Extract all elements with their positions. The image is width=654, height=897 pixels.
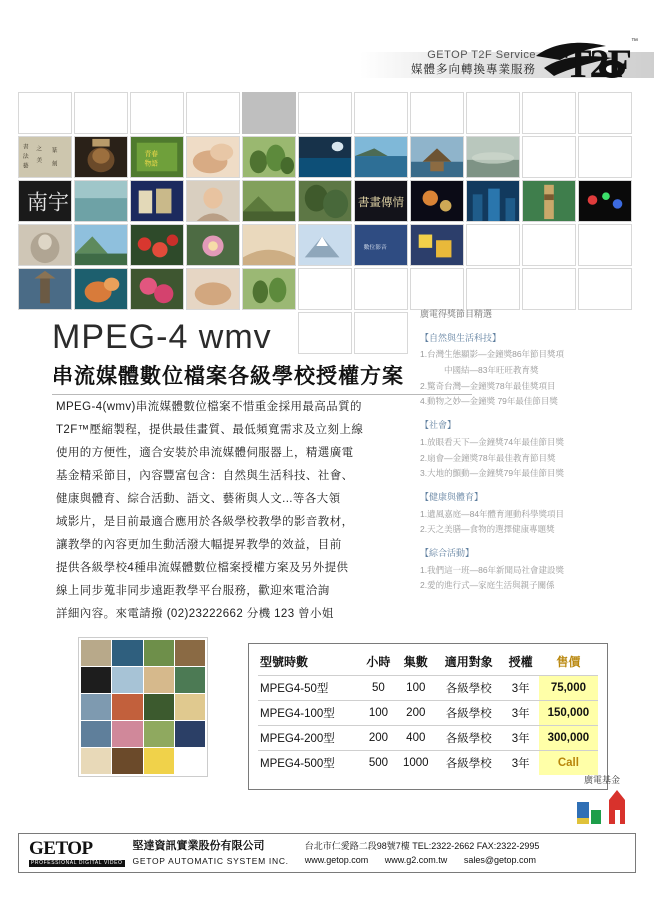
cell-episodes: 100 xyxy=(397,676,435,701)
body-line: MPEG-4(wmv)串流媒體數位檔案不惜重金採用最高品質的 xyxy=(56,401,362,413)
thumbnail-mosaic xyxy=(78,637,208,777)
sponsor-block xyxy=(574,773,630,831)
awards-item: 1.我們這一班—86年新聞局社會建設獎 xyxy=(420,564,565,575)
contact-web2[interactable]: www.g2.com.tw xyxy=(384,855,448,865)
awards-item: 2.扇會—金鐘獎78年最佳教育節目獎 xyxy=(420,452,556,463)
thumbnail-row xyxy=(18,180,638,222)
cell-model: MPEG4-200型 xyxy=(258,726,360,751)
thumbnail-cell xyxy=(354,92,408,134)
thumbnail-row xyxy=(18,268,638,310)
mosaic-tile xyxy=(175,748,205,774)
calligraphy-thumb-icon xyxy=(19,137,71,177)
cell-price: 150,000 xyxy=(539,701,598,726)
sea-thumb-icon xyxy=(299,137,351,177)
thumbnail-cell xyxy=(18,224,72,266)
mosaic-tile xyxy=(144,694,174,720)
cell-hours: 50 xyxy=(360,676,396,701)
awards-category: 【社會】 xyxy=(420,420,457,431)
thumbnail-cell xyxy=(354,136,408,178)
thumbnail-cell xyxy=(74,92,128,134)
coast-thumb-icon xyxy=(355,137,407,177)
thumbnail-cell xyxy=(74,268,128,310)
body-line: 域影片，是目前最適合應用於各級學校教學的影音教材， xyxy=(56,516,354,528)
t2f-wordmark: T2F xyxy=(564,41,630,86)
thumbnail-cell xyxy=(578,180,632,222)
ink-character-thumb-icon xyxy=(19,181,71,221)
awards-category: 【健康與體育】 xyxy=(420,491,484,502)
svg-text:青春: 青春 xyxy=(144,151,158,159)
misty-lake-thumb-icon xyxy=(467,137,519,177)
cactus-field-thumb-icon xyxy=(243,269,295,309)
company-name-en: GETOP AUTOMATIC SYSTEM INC. xyxy=(132,855,289,866)
thumbnail-cell xyxy=(298,268,352,310)
awards-list xyxy=(420,306,635,594)
cell-license: 3年 xyxy=(502,676,538,701)
col-model: 型號時數 xyxy=(260,655,309,669)
thumbnail-cell xyxy=(466,92,520,134)
company-name-cn: 堅達資訊實業股份有限公司 xyxy=(132,840,265,853)
page-header xyxy=(0,0,654,92)
hands-closeup-thumb-icon xyxy=(187,269,239,309)
awards-item: 1.台灣生態顯影—金鐘獎86年節目獎項 xyxy=(420,349,565,360)
thumbnail-cell xyxy=(522,268,576,310)
pricing-table xyxy=(258,651,598,775)
thumbnail-cell xyxy=(242,180,296,222)
hands-thumb-icon xyxy=(187,137,239,177)
cell-price: 300,000 xyxy=(539,726,598,751)
sand-dune-thumb-icon xyxy=(243,225,295,265)
thumbnail-cell xyxy=(186,136,240,178)
svg-text:篆: 篆 xyxy=(51,148,58,155)
svg-text:美: 美 xyxy=(36,157,43,164)
cell-license: 3年 xyxy=(502,701,538,726)
thumbnail-cell xyxy=(410,92,464,134)
thumbnail-cell xyxy=(130,136,184,178)
thumbnail-cell xyxy=(578,224,632,266)
page-subtitle: 串流媒體數位檔案各級學校授權方案 xyxy=(52,364,404,388)
contact-web1[interactable]: www.getop.com xyxy=(304,855,369,865)
body-line: 基金精采節目，內容豐富包含：自然與生活科技、社會、 xyxy=(56,470,354,482)
mosaic-tile xyxy=(112,748,142,774)
thumbnail-cell xyxy=(522,180,576,222)
awards-item: 2.天之美膳—食物的選擇健康專題獎 xyxy=(420,524,555,535)
teal-field-thumb-icon xyxy=(75,181,127,221)
fireworks-thumb-icon xyxy=(411,181,463,221)
svg-text:南宇: 南宇 xyxy=(26,190,70,215)
awards-item: 2.愛的進行式—家庭生活與親子關係 xyxy=(420,580,555,591)
thumbnail-row xyxy=(18,92,638,134)
svg-text:藝: 藝 xyxy=(22,163,29,170)
thumbnail-cell xyxy=(466,268,520,310)
thumbnail-cell xyxy=(242,268,296,310)
thumbnail-cell xyxy=(578,136,632,178)
blue-text-panel-thumb-icon xyxy=(355,225,407,265)
pricing-table-box xyxy=(248,643,608,790)
cactus-thumb-icon xyxy=(243,137,295,177)
mosaic-tile xyxy=(81,748,111,774)
thumbnail-row xyxy=(18,136,638,178)
awards-item: 3.大地的顫動—金鐘獎79年最佳節目獎 xyxy=(420,468,565,479)
pagoda-thumb-icon xyxy=(19,269,71,309)
header-service-text xyxy=(411,48,536,78)
mosaic-tile xyxy=(144,748,174,774)
mosaic-tile xyxy=(175,694,205,720)
thumbnail-cell xyxy=(410,224,464,266)
col-episodes: 集數 xyxy=(403,655,428,669)
svg-text:書: 書 xyxy=(22,144,29,151)
col-price: 售價 xyxy=(556,655,581,669)
sponsor-label: 廣電基金 xyxy=(583,775,620,785)
forest-thumb-icon xyxy=(299,181,351,221)
thumbnail-cell xyxy=(18,180,72,222)
cell-price: Call xyxy=(539,751,598,776)
thumbnail-cell xyxy=(354,268,408,310)
footer-logo xyxy=(19,839,133,867)
cell-price: 75,000 xyxy=(539,676,598,701)
thumbnail-cell xyxy=(522,224,576,266)
mosaic-tile xyxy=(112,667,142,693)
portrait-thumb-icon xyxy=(187,181,239,221)
mosaic-tile xyxy=(175,721,205,747)
body-line: T2F™壓縮製程，提供最佳畫質、最低頻寬需求及立刻上線 xyxy=(56,424,364,436)
table-row xyxy=(258,676,598,701)
thumbnail-cell xyxy=(186,180,240,222)
pink-blossom-thumb-icon xyxy=(131,269,183,309)
yellow-blocks-thumb-icon xyxy=(411,225,463,265)
cell-hours: 500 xyxy=(360,751,396,776)
cell-episodes: 400 xyxy=(397,726,435,751)
thumbnail-row xyxy=(18,224,638,266)
mosaic-tile xyxy=(112,640,142,666)
cell-hours: 100 xyxy=(360,701,396,726)
body-line: 線上同步蒐非同步遠距教學平台服務，歡迎來電洽詢 xyxy=(56,585,330,597)
thumbnail-cell xyxy=(186,92,240,134)
green-hill-thumb-icon xyxy=(243,181,295,221)
table-row xyxy=(258,726,598,751)
mosaic-tile xyxy=(112,721,142,747)
title-block xyxy=(52,320,472,395)
mosaic-tile xyxy=(81,721,111,747)
service-name-en: GETOP T2F Service xyxy=(427,49,536,61)
svg-text:法: 法 xyxy=(22,153,29,160)
thumbnail-cell xyxy=(410,268,464,310)
svg-text:書畫傳情: 書畫傳情 xyxy=(357,196,405,209)
mosaic-tile xyxy=(81,640,111,666)
thumbnail-cell xyxy=(18,136,72,178)
awards-title: 廣電得獎節目精選 xyxy=(420,309,493,319)
thumbnail-cell xyxy=(18,92,72,134)
body-line: 提供各級學校4種串流媒體數位檔案授權方案及另外提供 xyxy=(56,562,349,574)
awards-item: 中國結—83年旺旺教育獎 xyxy=(444,365,539,375)
thumbnail-cell xyxy=(298,224,352,266)
mosaic-tile xyxy=(81,667,111,693)
col-hours: 小時 xyxy=(366,655,391,669)
lotus-thumb-icon xyxy=(187,225,239,265)
totem-thumb-icon xyxy=(523,181,575,221)
stone-relief-thumb-icon xyxy=(19,225,71,265)
page-title: MPEG-4 wmv xyxy=(52,318,272,356)
stage-lights-thumb-icon xyxy=(579,181,631,221)
awards-item: 4.動物之妙—金鐘獎 79年最佳節目獎 xyxy=(420,396,558,407)
cell-hours: 200 xyxy=(360,726,396,751)
mosaic-tile xyxy=(175,640,205,666)
cell-episodes: 200 xyxy=(397,701,435,726)
mosaic-tile xyxy=(81,694,111,720)
thumbnail-cell xyxy=(466,136,520,178)
body-line: 健康與體育、綜合活動、語文、藝術與人文...等各大領 xyxy=(56,493,341,505)
cell-license: 3年 xyxy=(502,751,538,776)
t2f-logo xyxy=(534,38,638,86)
cell-model: MPEG4-500型 xyxy=(258,751,360,776)
thumbnail-cell xyxy=(466,224,520,266)
footer-brand-tagline: PROFESSIONAL DIGITAL VIDEO xyxy=(31,860,123,866)
trademark-symbol: ™ xyxy=(631,38,638,45)
thumbnail-cell xyxy=(298,180,352,222)
pottery-thumb-icon xyxy=(75,137,127,177)
cell-target: 各級學校 xyxy=(435,726,503,751)
body-line: 讓教學的內容更加生動活潑大幅提昇教學的效益，目前 xyxy=(56,539,342,551)
col-license: 授權 xyxy=(508,655,533,669)
mosaic-tile xyxy=(144,721,174,747)
red-flowers-thumb-icon xyxy=(131,225,183,265)
cell-target: 各級學校 xyxy=(435,751,503,776)
cell-target: 各級學校 xyxy=(435,701,503,726)
cell-model: MPEG4-100型 xyxy=(258,701,360,726)
coral-thumb-icon xyxy=(75,269,127,309)
svg-text:物語: 物語 xyxy=(144,160,158,168)
thumbnail-cell xyxy=(186,268,240,310)
mosaic-tile xyxy=(112,694,142,720)
thumbnail-cell xyxy=(186,224,240,266)
footer-contact xyxy=(299,839,550,868)
thumbnail-cell xyxy=(130,180,184,222)
cell-episodes: 1000 xyxy=(397,751,435,776)
svg-text:數位影音: 數位影音 xyxy=(363,244,387,251)
thumbnail-cell xyxy=(242,136,296,178)
col-target: 適用對象 xyxy=(444,655,493,669)
thumbnail-cell xyxy=(522,92,576,134)
footer-company xyxy=(133,838,299,867)
table-row xyxy=(258,701,598,726)
awards-item: 1.放眼看天下—金鐘獎74年最佳節目獎 xyxy=(420,436,565,447)
table-header-row xyxy=(258,651,598,676)
mountain-sky-thumb-icon xyxy=(75,225,127,265)
thumbnail-cell xyxy=(522,136,576,178)
thumbnail-cell xyxy=(578,268,632,310)
svg-text:刻: 刻 xyxy=(51,161,58,168)
thumbnail-cell xyxy=(130,224,184,266)
thumbnail-cell xyxy=(298,136,352,178)
awards-category: 【綜合活動】 xyxy=(420,548,475,559)
thumbnail-cell xyxy=(130,92,184,134)
thumbnail-cell xyxy=(354,224,408,266)
table-row xyxy=(258,751,598,776)
thumbnail-cell xyxy=(242,224,296,266)
mosaic-tile xyxy=(175,667,205,693)
thumbnail-cell xyxy=(466,180,520,222)
thumbnail-cell xyxy=(242,92,296,134)
city-night-thumb-icon xyxy=(467,181,519,221)
thumbnail-cell xyxy=(410,136,464,178)
thumbnail-cell xyxy=(74,180,128,222)
body-copy xyxy=(56,396,416,626)
awards-item: 1.遺風嘉庭—84年體育運動科學獎項目 xyxy=(420,508,565,519)
snow-mountain-thumb-icon xyxy=(299,225,351,265)
thumbnail-cell xyxy=(74,224,128,266)
cell-target: 各級學校 xyxy=(435,676,503,701)
cell-model: MPEG4-50型 xyxy=(258,676,360,701)
thumbnail-cell xyxy=(578,92,632,134)
thumbnail-cell xyxy=(410,180,464,222)
awards-category: 【自然與生活科技】 xyxy=(420,332,502,343)
hut-thumb-icon xyxy=(411,137,463,177)
body-line: 詳細內容。來電請撥 (02)23222662 分機 123 曾小姐 xyxy=(56,608,334,620)
svg-text:之: 之 xyxy=(36,146,43,153)
calligraphy-banner-thumb-icon xyxy=(355,181,407,221)
green-title-thumb-icon xyxy=(131,137,183,177)
footer-brand: GETOP xyxy=(29,838,93,859)
body-line: 使用的方便性，適合安裝於串流媒體伺服器上，精選廣電 xyxy=(56,447,354,459)
cell-license: 3年 xyxy=(502,726,538,751)
thumbnail-cell xyxy=(130,268,184,310)
thumbnail-cell xyxy=(74,136,128,178)
thumbnail-cell xyxy=(354,180,408,222)
thumbnail-cell xyxy=(298,92,352,134)
mosaic-tile xyxy=(144,667,174,693)
sponsor-logo-icon xyxy=(575,788,629,826)
thumbnail-cell xyxy=(18,268,72,310)
mosaic-tile xyxy=(144,640,174,666)
awards-item: 2.驚奇台灣—金鐘獎78年最佳獎項目 xyxy=(420,380,556,391)
title-divider xyxy=(52,394,472,395)
contact-email[interactable]: sales@getop.com xyxy=(463,855,536,865)
service-name-cn: 媒體多向轉換專業服務 xyxy=(411,63,536,76)
contact-address: 台北市仁愛路二段98號7樓 TEL:2322-2662 FAX:2322-2995 xyxy=(304,840,540,851)
blue-books-thumb-icon xyxy=(131,181,183,221)
page-footer xyxy=(18,833,636,873)
